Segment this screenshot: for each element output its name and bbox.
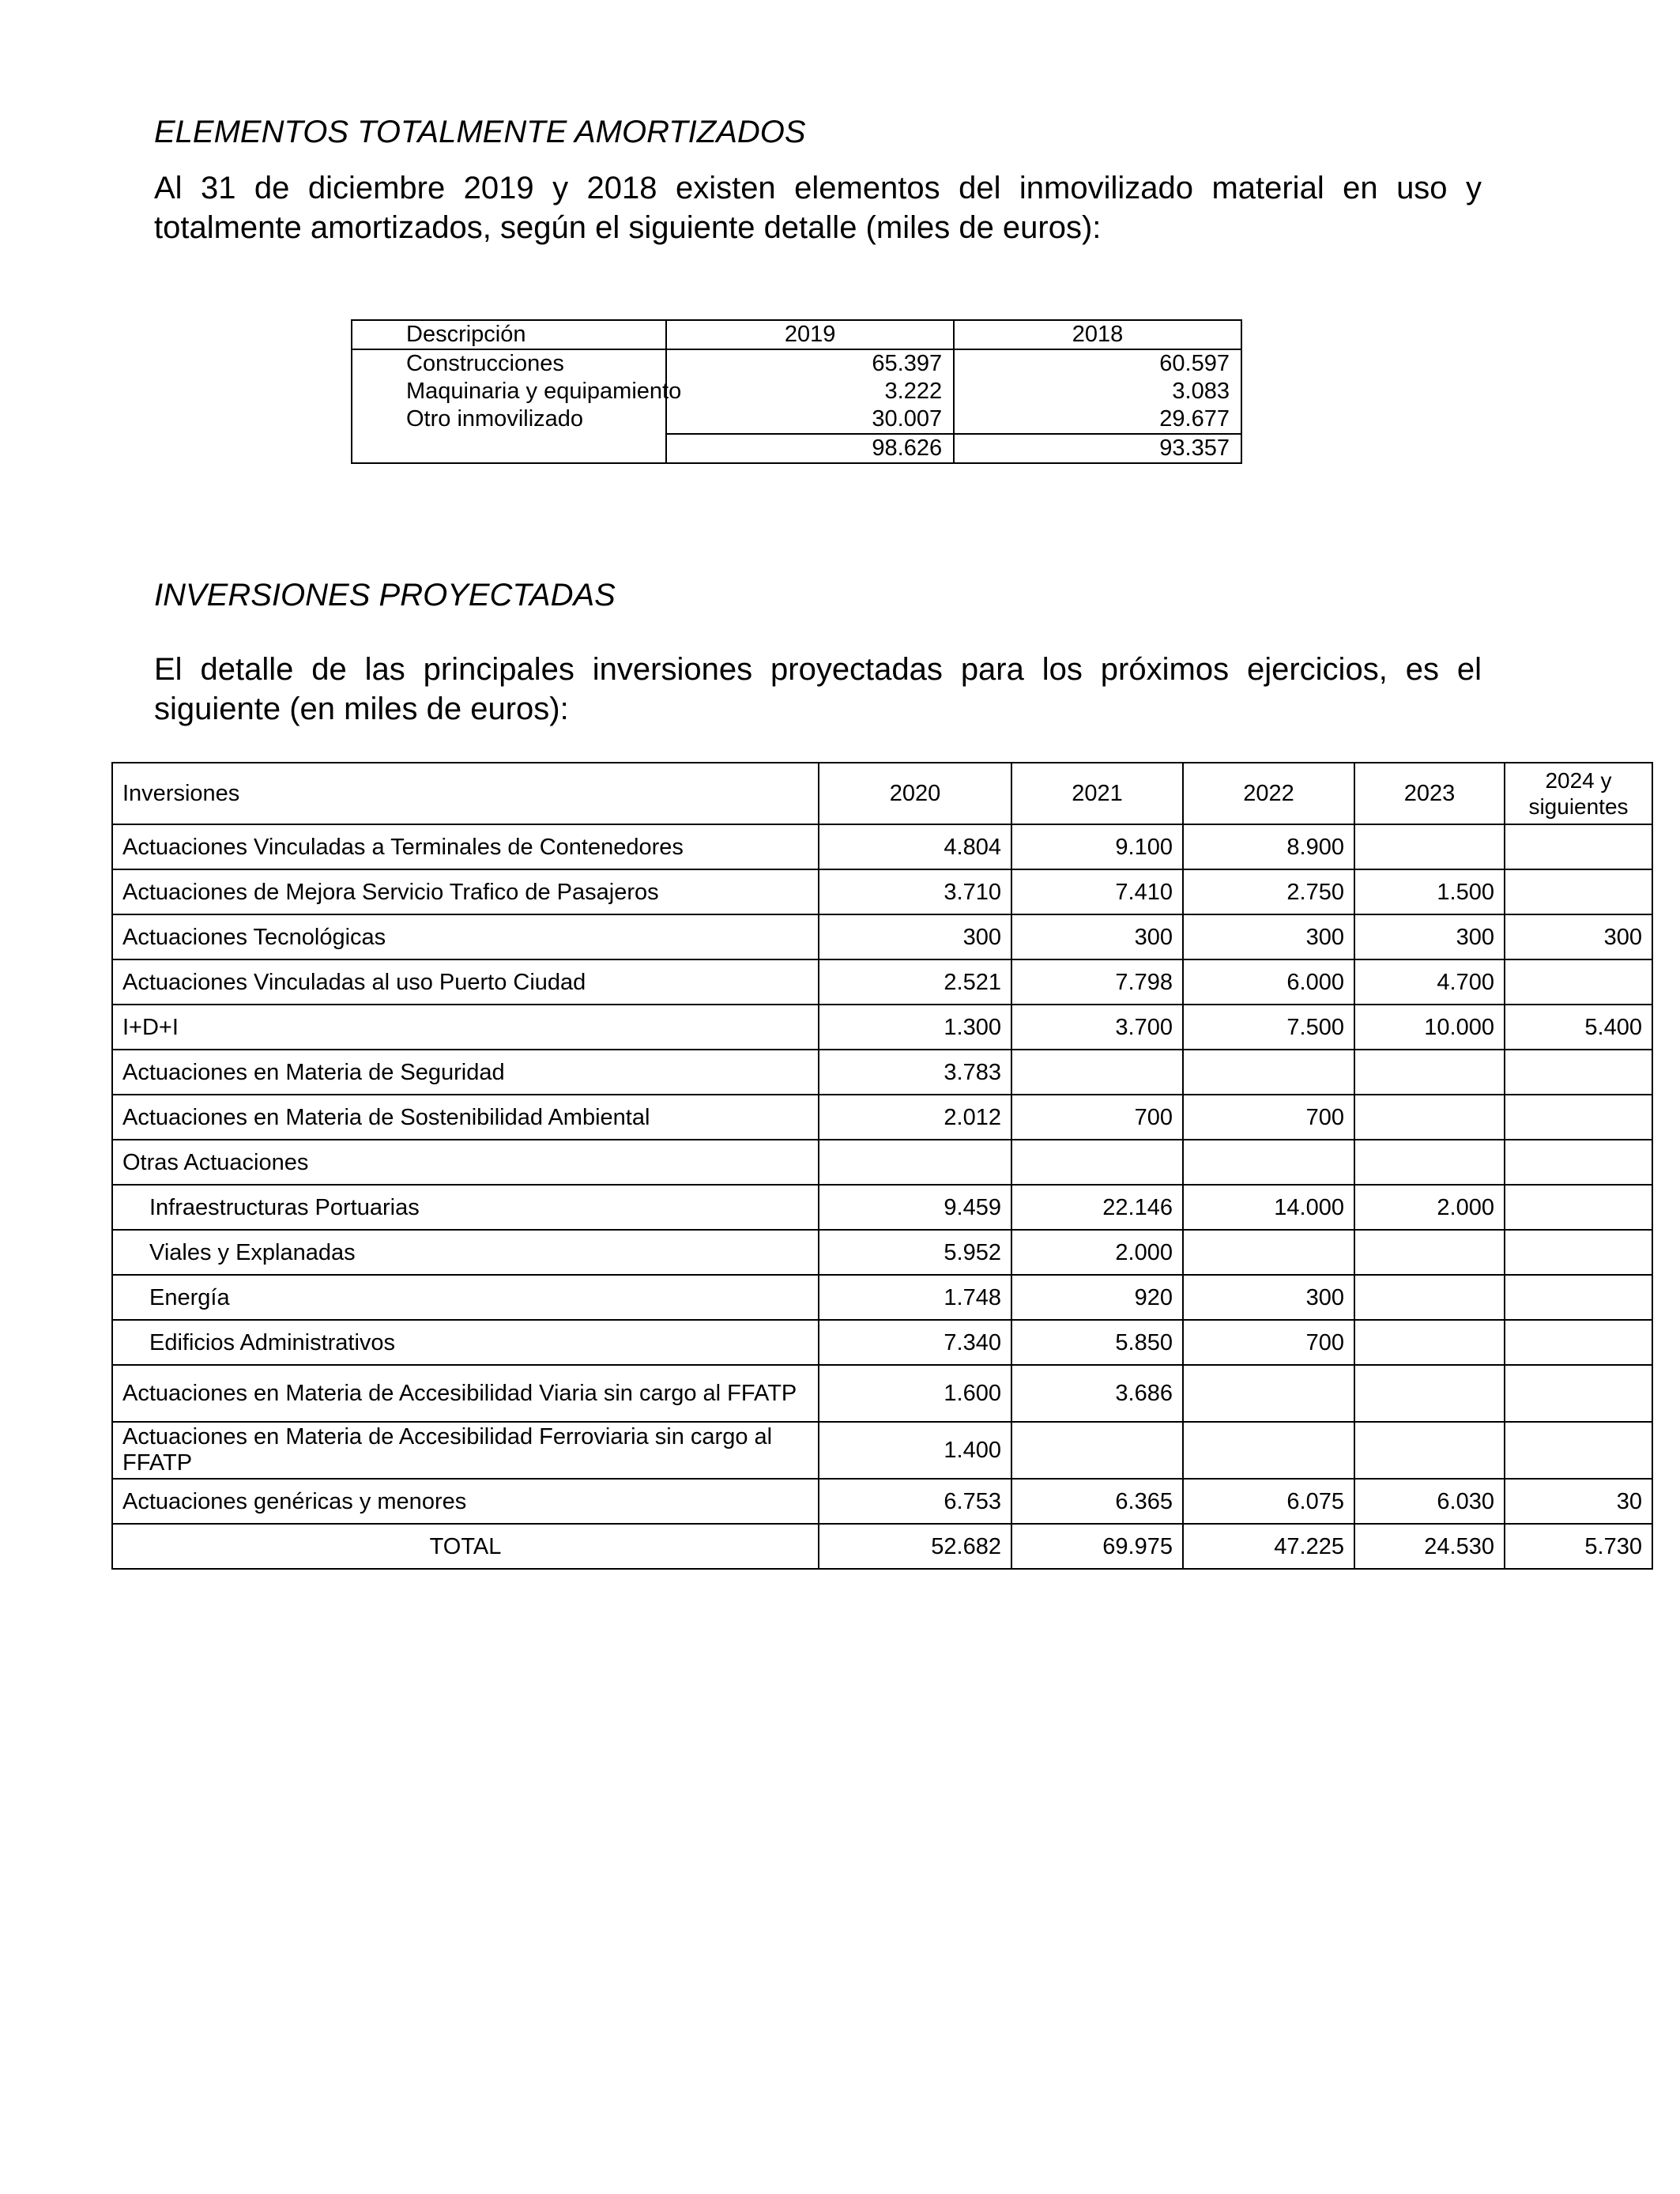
value-2023 bbox=[1354, 1140, 1505, 1185]
table-row bbox=[112, 1140, 1652, 1185]
row-description: Construcciones bbox=[352, 349, 666, 378]
value-2024-siguientes bbox=[1505, 959, 1652, 1005]
value-2021: 300 bbox=[1011, 914, 1183, 959]
column-header-2019: 2019 bbox=[666, 320, 954, 349]
investment-label: Actuaciones Vinculadas al uso Puerto Ciudad bbox=[112, 959, 819, 1005]
value-2024-siguientes bbox=[1505, 1365, 1652, 1422]
investment-label: Actuaciones Vinculadas a Terminales de Contenedores bbox=[112, 824, 819, 869]
value-2022: 8.900 bbox=[1183, 824, 1354, 869]
value-2023 bbox=[1354, 1230, 1505, 1275]
investment-label: Infraestructuras Portuarias bbox=[112, 1185, 819, 1230]
value-2020: 5.952 bbox=[819, 1230, 1011, 1275]
value-2024-siguientes bbox=[1505, 1095, 1652, 1140]
value-2020: 9.459 bbox=[819, 1185, 1011, 1230]
table-row bbox=[352, 405, 1241, 434]
column-header-inversiones: Inversiones bbox=[112, 763, 819, 824]
table-row bbox=[112, 1185, 1652, 1230]
total-2021: 69.975 bbox=[1011, 1524, 1183, 1569]
table-row bbox=[352, 349, 1241, 378]
value-2022: 700 bbox=[1183, 1095, 1354, 1140]
projected-investments-table bbox=[111, 762, 1653, 1570]
investment-label: I+D+I bbox=[112, 1005, 819, 1050]
value-2023: 1.500 bbox=[1354, 869, 1505, 914]
total-2022: 47.225 bbox=[1183, 1524, 1354, 1569]
value-2021: 22.146 bbox=[1011, 1185, 1183, 1230]
investment-label: Energía bbox=[112, 1275, 819, 1320]
table-row bbox=[112, 1230, 1652, 1275]
table-row bbox=[352, 378, 1241, 405]
value-2022: 7.500 bbox=[1183, 1005, 1354, 1050]
value-2023: 10.000 bbox=[1354, 1005, 1505, 1050]
value-2023: 4.700 bbox=[1354, 959, 1505, 1005]
value-2021: 6.365 bbox=[1011, 1479, 1183, 1524]
table-row bbox=[112, 959, 1652, 1005]
value-2021: 7.798 bbox=[1011, 959, 1183, 1005]
total-2019: 98.626 bbox=[666, 434, 954, 463]
value-2023 bbox=[1354, 1365, 1505, 1422]
value-2023: 300 bbox=[1354, 914, 1505, 959]
value-2023 bbox=[1354, 1050, 1505, 1095]
section-paragraph-amortizados: Al 31 de diciembre 2019 y 2018 existen elementos del inmovilizado material en uso y totalmente amortizados, según el siguiente detalle (miles de euros): bbox=[154, 171, 1482, 245]
total-2024-siguientes: 5.730 bbox=[1505, 1524, 1652, 1569]
column-header-2021: 2021 bbox=[1011, 763, 1183, 824]
column-header-2023: 2023 bbox=[1354, 763, 1505, 824]
column-header-2018: 2018 bbox=[954, 320, 1241, 349]
value-2021 bbox=[1011, 1050, 1183, 1095]
table-row bbox=[112, 824, 1652, 869]
value-2024-siguientes bbox=[1505, 1185, 1652, 1230]
value-2023 bbox=[1354, 1422, 1505, 1479]
table-header-row bbox=[352, 320, 1241, 349]
value-2020: 1.300 bbox=[819, 1005, 1011, 1050]
total-label: TOTAL bbox=[112, 1524, 819, 1569]
value-2019: 30.007 bbox=[666, 405, 954, 434]
investment-label: Actuaciones en Materia de Accesibilidad Viaria sin cargo al FFATP bbox=[112, 1365, 819, 1422]
value-2024-siguientes bbox=[1505, 1320, 1652, 1365]
table-row bbox=[112, 1095, 1652, 1140]
value-2022 bbox=[1183, 1050, 1354, 1095]
total-2020: 52.682 bbox=[819, 1524, 1011, 1569]
table-row bbox=[112, 1005, 1652, 1050]
table-row bbox=[112, 1479, 1652, 1524]
value-2019: 65.397 bbox=[666, 349, 954, 378]
value-2020: 3.783 bbox=[819, 1050, 1011, 1095]
value-2022 bbox=[1183, 1422, 1354, 1479]
value-2022: 2.750 bbox=[1183, 869, 1354, 914]
value-2023 bbox=[1354, 1095, 1505, 1140]
row-description: Maquinaria y equipamiento bbox=[352, 378, 666, 405]
table-header-row bbox=[112, 763, 1652, 824]
value-2020: 2.521 bbox=[819, 959, 1011, 1005]
table-row bbox=[112, 1050, 1652, 1095]
value-2021: 2.000 bbox=[1011, 1230, 1183, 1275]
value-2024-siguientes bbox=[1505, 869, 1652, 914]
column-header-2022: 2022 bbox=[1183, 763, 1354, 824]
value-2024-siguientes bbox=[1505, 824, 1652, 869]
investment-label: Edificios Administrativos bbox=[112, 1320, 819, 1365]
value-2020: 300 bbox=[819, 914, 1011, 959]
value-2024-siguientes: 300 bbox=[1505, 914, 1652, 959]
investment-label: Otras Actuaciones bbox=[112, 1140, 819, 1185]
value-2020: 3.710 bbox=[819, 869, 1011, 914]
value-2019: 3.222 bbox=[666, 378, 954, 405]
value-2020: 1.748 bbox=[819, 1275, 1011, 1320]
value-2021 bbox=[1011, 1140, 1183, 1185]
table-row bbox=[112, 1320, 1652, 1365]
value-2022: 700 bbox=[1183, 1320, 1354, 1365]
column-header-descripcion: Descripción bbox=[352, 320, 666, 349]
value-2018: 60.597 bbox=[954, 349, 1241, 378]
value-2021: 3.686 bbox=[1011, 1365, 1183, 1422]
value-2024-siguientes bbox=[1505, 1422, 1652, 1479]
value-2024-siguientes bbox=[1505, 1140, 1652, 1185]
total-row bbox=[352, 434, 1241, 463]
value-2022: 14.000 bbox=[1183, 1185, 1354, 1230]
value-2020: 1.400 bbox=[819, 1422, 1011, 1479]
row-description: Otro inmovilizado bbox=[352, 405, 666, 434]
value-2022 bbox=[1183, 1365, 1354, 1422]
investment-label: Viales y Explanadas bbox=[112, 1230, 819, 1275]
value-2020: 6.753 bbox=[819, 1479, 1011, 1524]
value-2024-siguientes: 5.400 bbox=[1505, 1005, 1652, 1050]
investment-label: Actuaciones genéricas y menores bbox=[112, 1479, 819, 1524]
column-header-2024-siguientes: 2024 y siguientes bbox=[1505, 763, 1652, 824]
investment-label: Actuaciones Tecnológicas bbox=[112, 914, 819, 959]
value-2021: 3.700 bbox=[1011, 1005, 1183, 1050]
table-row bbox=[112, 869, 1652, 914]
value-2018: 29.677 bbox=[954, 405, 1241, 434]
total-empty-cell bbox=[352, 434, 666, 463]
total-2023: 24.530 bbox=[1354, 1524, 1505, 1569]
value-2021: 9.100 bbox=[1011, 824, 1183, 869]
value-2023 bbox=[1354, 1320, 1505, 1365]
section-paragraph-inversiones: El detalle de las principales inversiones proyectadas para los próximos ejercicios, es el siguiente (en miles de euros): bbox=[154, 652, 1482, 726]
value-2023: 6.030 bbox=[1354, 1479, 1505, 1524]
value-2020: 1.600 bbox=[819, 1365, 1011, 1422]
value-2022 bbox=[1183, 1140, 1354, 1185]
table-row bbox=[112, 914, 1652, 959]
section-heading-amortizados: ELEMENTOS TOTALMENTE AMORTIZADOS bbox=[154, 115, 806, 149]
value-2023 bbox=[1354, 824, 1505, 869]
value-2020: 2.012 bbox=[819, 1095, 1011, 1140]
value-2024-siguientes bbox=[1505, 1275, 1652, 1320]
total-row bbox=[112, 1524, 1652, 1569]
value-2022: 300 bbox=[1183, 1275, 1354, 1320]
value-2024-siguientes bbox=[1505, 1050, 1652, 1095]
value-2021: 5.850 bbox=[1011, 1320, 1183, 1365]
value-2022: 6.075 bbox=[1183, 1479, 1354, 1524]
investment-label: Actuaciones en Materia de Sostenibilidad Ambiental bbox=[112, 1095, 819, 1140]
value-2022: 300 bbox=[1183, 914, 1354, 959]
value-2023: 2.000 bbox=[1354, 1185, 1505, 1230]
value-2021 bbox=[1011, 1422, 1183, 1479]
total-2018: 93.357 bbox=[954, 434, 1241, 463]
value-2022 bbox=[1183, 1230, 1354, 1275]
amortized-elements-table bbox=[351, 319, 1242, 464]
value-2021: 700 bbox=[1011, 1095, 1183, 1140]
value-2024-siguientes: 30 bbox=[1505, 1479, 1652, 1524]
investment-label: Actuaciones en Materia de Accesibilidad Ferroviaria sin cargo al FFATP bbox=[112, 1422, 819, 1479]
section-heading-inversiones: INVERSIONES PROYECTADAS bbox=[154, 578, 616, 613]
investment-label: Actuaciones de Mejora Servicio Trafico de Pasajeros bbox=[112, 869, 819, 914]
value-2021: 7.410 bbox=[1011, 869, 1183, 914]
value-2021: 920 bbox=[1011, 1275, 1183, 1320]
value-2022: 6.000 bbox=[1183, 959, 1354, 1005]
investment-label: Actuaciones en Materia de Seguridad bbox=[112, 1050, 819, 1095]
table-row bbox=[112, 1275, 1652, 1320]
value-2024-siguientes bbox=[1505, 1230, 1652, 1275]
column-header-2020: 2020 bbox=[819, 763, 1011, 824]
table-row bbox=[112, 1422, 1652, 1479]
table-row bbox=[112, 1365, 1652, 1422]
value-2020: 7.340 bbox=[819, 1320, 1011, 1365]
value-2023 bbox=[1354, 1275, 1505, 1320]
value-2018: 3.083 bbox=[954, 378, 1241, 405]
value-2020 bbox=[819, 1140, 1011, 1185]
value-2020: 4.804 bbox=[819, 824, 1011, 869]
